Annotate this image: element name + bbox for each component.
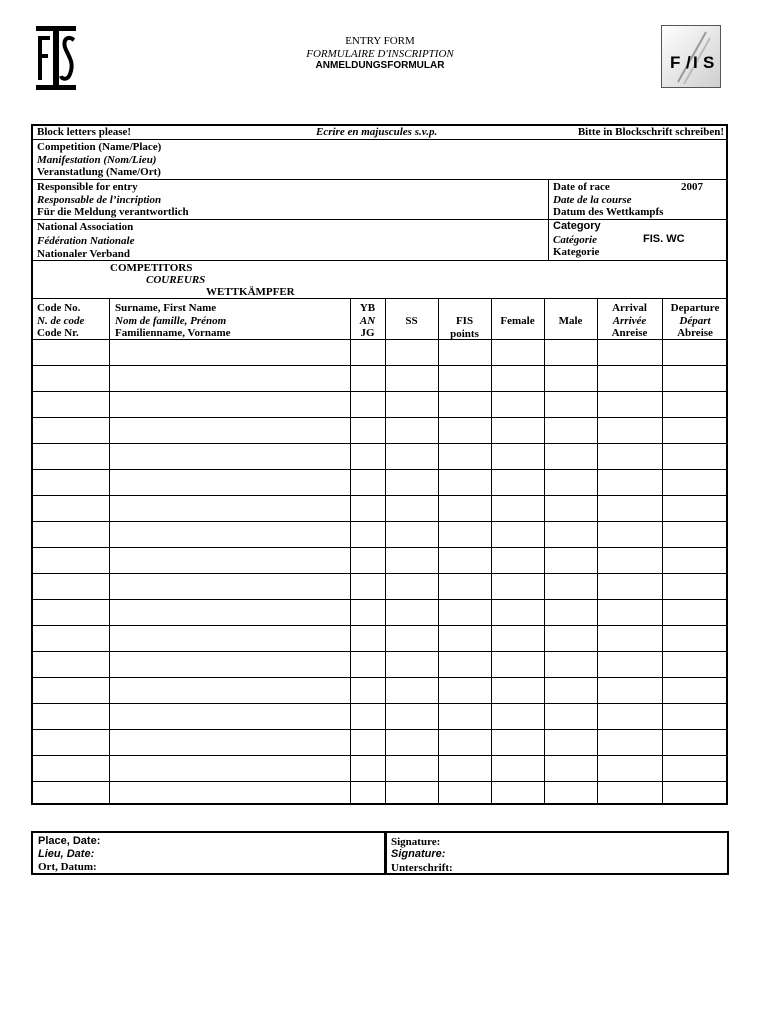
cell-departure[interactable] — [662, 625, 728, 651]
instruction-fr: Ecrire en majuscules s.v.p. — [316, 126, 438, 138]
cell-name[interactable] — [109, 781, 350, 807]
race-date-label-de: Datum des Wettkampfs — [553, 206, 664, 218]
cell-female[interactable] — [491, 443, 544, 469]
category-label-de: Kategorie — [553, 246, 600, 258]
table-row — [31, 755, 728, 781]
cell-male[interactable] — [544, 521, 597, 547]
cell-arrival[interactable] — [597, 495, 662, 521]
cell-name[interactable] — [109, 729, 350, 755]
cell-fis[interactable] — [438, 495, 491, 521]
cell-arrival[interactable] — [597, 755, 662, 781]
divider — [548, 179, 549, 260]
cell-departure[interactable] — [662, 443, 728, 469]
cell-fis[interactable] — [438, 339, 491, 365]
table-row — [31, 573, 728, 599]
cell-arrival[interactable] — [597, 547, 662, 573]
responsible-label-fr: Responsable de l’incription — [37, 194, 162, 206]
cell-yb[interactable] — [350, 625, 385, 651]
cell-code[interactable] — [31, 391, 109, 417]
table-row — [31, 703, 728, 729]
cell-code[interactable] — [31, 755, 109, 781]
cell-female[interactable] — [491, 781, 544, 807]
responsible-label-de: Für die Meldung verantwortlich — [37, 206, 189, 218]
cell-code[interactable] — [31, 625, 109, 651]
cell-male[interactable] — [544, 625, 597, 651]
table-row — [31, 625, 728, 651]
cell-departure[interactable] — [662, 599, 728, 625]
cell-name[interactable] — [109, 443, 350, 469]
cell-female[interactable] — [491, 573, 544, 599]
cell-fis[interactable] — [438, 651, 491, 677]
cell-male[interactable] — [544, 365, 597, 391]
cell-male[interactable] — [544, 339, 597, 365]
svg-text:I: I — [693, 53, 698, 72]
cell-fis[interactable] — [438, 521, 491, 547]
cell-name[interactable] — [109, 625, 350, 651]
cell-name[interactable] — [109, 495, 350, 521]
cell-ss[interactable] — [385, 781, 438, 807]
col-departure: Departure Départ Abreise — [670, 302, 720, 339]
cell-ss[interactable] — [385, 755, 438, 781]
cell-departure[interactable] — [662, 391, 728, 417]
cell-code[interactable] — [31, 573, 109, 599]
cell-arrival[interactable] — [597, 703, 662, 729]
svg-text:/: / — [686, 53, 691, 72]
table-row — [31, 391, 728, 417]
cell-ss[interactable] — [385, 729, 438, 755]
cell-ss[interactable] — [385, 339, 438, 365]
cell-code[interactable] — [31, 547, 109, 573]
cell-code[interactable] — [31, 443, 109, 469]
table-row — [31, 651, 728, 677]
cell-fis[interactable] — [438, 755, 491, 781]
cell-ss[interactable] — [385, 417, 438, 443]
cell-arrival[interactable] — [597, 443, 662, 469]
table-row — [31, 599, 728, 625]
cell-male[interactable] — [544, 703, 597, 729]
cell-yb[interactable] — [350, 521, 385, 547]
cell-code[interactable] — [31, 339, 109, 365]
cell-ss[interactable] — [385, 547, 438, 573]
cell-yb[interactable] — [350, 677, 385, 703]
cell-ss[interactable] — [385, 469, 438, 495]
place-label-en: Place, Date: — [38, 835, 101, 847]
cell-departure[interactable] — [662, 729, 728, 755]
title-en: ENTRY FORM — [345, 35, 415, 47]
cell-fis[interactable] — [438, 599, 491, 625]
instruction-en: Block letters please! — [37, 126, 132, 138]
cell-male[interactable] — [544, 651, 597, 677]
competitors-heading-en: COMPETITORS — [110, 262, 193, 274]
cell-female[interactable] — [491, 521, 544, 547]
col-arrival: Arrival Arrivée Anreise — [611, 302, 648, 339]
cell-departure[interactable] — [662, 495, 728, 521]
cell-fis[interactable] — [438, 365, 491, 391]
cell-name[interactable] — [109, 573, 350, 599]
cell-code[interactable] — [31, 521, 109, 547]
cell-code[interactable] — [31, 495, 109, 521]
place-label-fr: Lieu, Date: — [38, 848, 95, 860]
competition-field[interactable] — [300, 140, 725, 178]
place-date-box[interactable] — [31, 831, 386, 875]
table-row — [31, 495, 728, 521]
association-field[interactable] — [240, 220, 545, 259]
cell-fis[interactable] — [438, 443, 491, 469]
cell-female[interactable] — [491, 417, 544, 443]
svg-text:F: F — [670, 53, 681, 72]
signature-label-fr: Signature: — [391, 848, 446, 860]
cell-departure[interactable] — [662, 755, 728, 781]
cell-male[interactable] — [544, 573, 597, 599]
cell-yb[interactable] — [350, 339, 385, 365]
table-row — [31, 781, 728, 807]
responsible-field[interactable] — [240, 180, 545, 218]
cell-ss[interactable] — [385, 599, 438, 625]
cell-fis[interactable] — [438, 703, 491, 729]
cell-female[interactable] — [491, 469, 544, 495]
cell-male[interactable] — [544, 469, 597, 495]
cell-code[interactable] — [31, 677, 109, 703]
race-date-value[interactable]: 2007 — [681, 181, 703, 193]
svg-text:S: S — [703, 53, 715, 72]
cell-ss[interactable] — [385, 651, 438, 677]
col-female: Female — [500, 315, 535, 327]
cell-ss[interactable] — [385, 573, 438, 599]
col-yb: YB AN JG — [359, 302, 376, 339]
table-row — [31, 521, 728, 547]
cell-code[interactable] — [31, 365, 109, 391]
race-date-label-en: Date of race — [553, 181, 610, 193]
cell-name[interactable] — [109, 391, 350, 417]
table-row — [31, 417, 728, 443]
cell-name[interactable] — [109, 469, 350, 495]
cell-name[interactable] — [109, 547, 350, 573]
cell-yb[interactable] — [350, 651, 385, 677]
competitors-heading-fr: COUREURS — [146, 274, 206, 286]
cell-departure[interactable] — [662, 521, 728, 547]
cell-arrival[interactable] — [597, 365, 662, 391]
cell-arrival[interactable] — [597, 677, 662, 703]
cell-arrival[interactable] — [597, 391, 662, 417]
cell-yb[interactable] — [350, 443, 385, 469]
competition-label-fr: Manifestation (Nom/Lieu) — [37, 154, 157, 166]
cell-code[interactable] — [31, 599, 109, 625]
fis-logo-left — [36, 26, 76, 90]
cell-departure[interactable] — [662, 469, 728, 495]
cell-female[interactable] — [491, 625, 544, 651]
cell-departure[interactable] — [662, 651, 728, 677]
cell-departure[interactable] — [662, 547, 728, 573]
cell-fis[interactable] — [438, 781, 491, 807]
cell-arrival[interactable] — [597, 339, 662, 365]
cell-arrival[interactable] — [597, 599, 662, 625]
competition-label-en: Competition (Name/Place) — [37, 141, 162, 153]
association-label-fr: Fédération Nationale — [37, 235, 135, 247]
form-title-block — [230, 35, 530, 72]
table-row — [31, 339, 728, 365]
cell-name[interactable] — [109, 651, 350, 677]
col-code: Code No. N. de code Code Nr. — [37, 302, 85, 339]
cell-name[interactable] — [109, 365, 350, 391]
cell-ss[interactable] — [385, 495, 438, 521]
col-male: Male — [558, 315, 583, 327]
cell-yb[interactable] — [350, 469, 385, 495]
cell-departure[interactable] — [662, 703, 728, 729]
cell-name[interactable] — [109, 599, 350, 625]
cell-male[interactable] — [544, 443, 597, 469]
category-label-en: Category — [553, 220, 601, 232]
competition-label-de: Veranstatlung (Name/Ort) — [37, 166, 161, 178]
cell-male[interactable] — [544, 495, 597, 521]
table-row — [31, 547, 728, 573]
cell-fis[interactable] — [438, 677, 491, 703]
divider — [31, 298, 728, 299]
col-fis: FIS points — [450, 315, 479, 340]
cell-male[interactable] — [544, 755, 597, 781]
cell-code[interactable] — [31, 781, 109, 807]
cell-yb[interactable] — [350, 729, 385, 755]
cell-female[interactable] — [491, 495, 544, 521]
cell-yb[interactable] — [350, 599, 385, 625]
signature-label-en: Signature: — [391, 836, 441, 848]
cell-ss[interactable] — [385, 391, 438, 417]
instruction-de: Bitte in Blockschrift schreiben! — [577, 126, 724, 138]
col-ss: SS — [405, 315, 418, 327]
cell-departure[interactable] — [662, 781, 728, 807]
cell-female[interactable] — [491, 339, 544, 365]
divider — [31, 260, 728, 261]
cell-name[interactable] — [109, 755, 350, 781]
race-date-label-fr: Date de la course — [553, 194, 632, 206]
cell-yb[interactable] — [350, 781, 385, 807]
cell-departure[interactable] — [662, 339, 728, 365]
cell-name[interactable] — [109, 521, 350, 547]
cell-ss[interactable] — [385, 625, 438, 651]
cell-male[interactable] — [544, 677, 597, 703]
cell-arrival[interactable] — [597, 651, 662, 677]
cell-code[interactable] — [31, 469, 109, 495]
cell-code[interactable] — [31, 703, 109, 729]
cell-arrival[interactable] — [597, 469, 662, 495]
cell-yb[interactable] — [350, 391, 385, 417]
cell-male[interactable] — [544, 391, 597, 417]
cell-arrival[interactable] — [597, 781, 662, 807]
cell-departure[interactable] — [662, 365, 728, 391]
fis-logo-right — [661, 25, 721, 88]
cell-ss[interactable] — [385, 365, 438, 391]
cell-arrival[interactable] — [597, 521, 662, 547]
cell-name[interactable] — [109, 677, 350, 703]
table-row — [31, 677, 728, 703]
cell-ss[interactable] — [385, 677, 438, 703]
cell-female[interactable] — [491, 651, 544, 677]
cell-yb[interactable] — [350, 417, 385, 443]
cell-name[interactable] — [109, 339, 350, 365]
table-row — [31, 729, 728, 755]
cell-yb[interactable] — [350, 703, 385, 729]
place-label-de: Ort, Datum: — [38, 861, 97, 873]
cell-male[interactable] — [544, 781, 597, 807]
table-row — [31, 469, 728, 495]
cell-male[interactable] — [544, 599, 597, 625]
cell-female[interactable] — [491, 391, 544, 417]
cell-male[interactable] — [544, 729, 597, 755]
cell-female[interactable] — [491, 677, 544, 703]
cell-departure[interactable] — [662, 573, 728, 599]
cell-arrival[interactable] — [597, 417, 662, 443]
cell-code[interactable] — [31, 651, 109, 677]
cell-code[interactable] — [31, 729, 109, 755]
cell-departure[interactable] — [662, 677, 728, 703]
cell-fis[interactable] — [438, 573, 491, 599]
category-label-fr: Catégorie — [553, 234, 597, 246]
cell-arrival[interactable] — [597, 729, 662, 755]
cell-yb[interactable] — [350, 365, 385, 391]
cell-name[interactable] — [109, 703, 350, 729]
category-value[interactable]: FIS. WC — [643, 233, 685, 245]
cell-yb[interactable] — [350, 755, 385, 781]
table-row — [31, 443, 728, 469]
cell-female[interactable] — [491, 365, 544, 391]
cell-female[interactable] — [491, 703, 544, 729]
title-fr: FORMULAIRE D'INSCRIPTION — [306, 47, 454, 60]
cell-female[interactable] — [491, 755, 544, 781]
table-row — [31, 365, 728, 391]
cell-fis[interactable] — [438, 391, 491, 417]
cell-yb[interactable] — [350, 495, 385, 521]
cell-departure[interactable] — [662, 417, 728, 443]
signature-box[interactable] — [385, 831, 729, 875]
cell-fis[interactable] — [438, 417, 491, 443]
cell-male[interactable] — [544, 417, 597, 443]
cell-male[interactable] — [544, 547, 597, 573]
cell-arrival[interactable] — [597, 573, 662, 599]
cell-fis[interactable] — [438, 469, 491, 495]
cell-fis[interactable] — [438, 729, 491, 755]
cell-yb[interactable] — [350, 547, 385, 573]
cell-code[interactable] — [31, 417, 109, 443]
col-name: Surname, First Name Nom de famille, Prénom Familienname, Vorname — [115, 302, 231, 339]
cell-ss[interactable] — [385, 703, 438, 729]
cell-female[interactable] — [491, 729, 544, 755]
association-label-de: Nationaler Verband — [37, 248, 131, 260]
association-label-en: National Association — [37, 221, 134, 233]
cell-yb[interactable] — [350, 573, 385, 599]
cell-female[interactable] — [491, 599, 544, 625]
cell-fis[interactable] — [438, 547, 491, 573]
cell-name[interactable] — [109, 417, 350, 443]
cell-female[interactable] — [491, 547, 544, 573]
competitors-heading-de: WETTKÄMPFER — [206, 286, 295, 298]
signature-label-de: Unterschrift: — [391, 862, 453, 874]
cell-fis[interactable] — [438, 625, 491, 651]
cell-ss[interactable] — [385, 443, 438, 469]
title-de: ANMELDUNGSFORMULAR — [315, 60, 445, 71]
responsible-label-en: Responsible for entry — [37, 181, 138, 193]
cell-arrival[interactable] — [597, 625, 662, 651]
cell-ss[interactable] — [385, 521, 438, 547]
